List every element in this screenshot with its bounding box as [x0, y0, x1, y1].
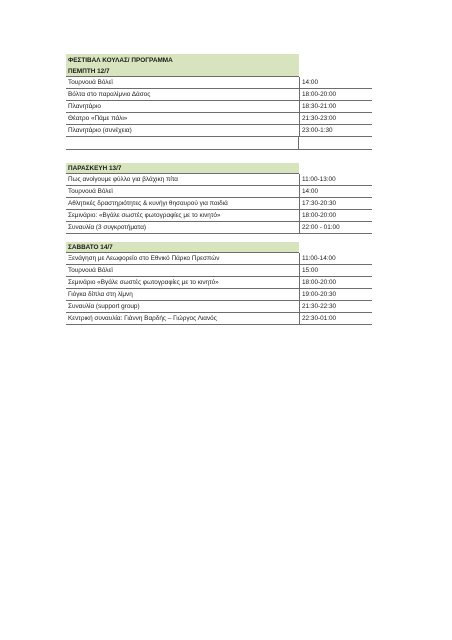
- event-name: Ξενάγηση με Λεωφορείο στο Εθνικό Πάρκο Πρεσπών: [68, 255, 220, 262]
- schedule-row: [66, 198, 372, 210]
- event-name: Πως ανοίγουμε φύλλο για βλάχικη πίτα: [68, 176, 178, 183]
- schedule-row: [66, 77, 372, 89]
- section-gap: [66, 150, 372, 163]
- event-time: 11:00-14:00: [299, 253, 372, 264]
- event-name: Θέατρο «Πάμε πάλι»: [68, 115, 128, 122]
- schedule-row: [66, 301, 372, 313]
- event-time: 18:00-20:00: [299, 277, 372, 288]
- schedule-row: [66, 289, 372, 301]
- schedule-row: [66, 265, 372, 277]
- event-time: 21:30-23:00: [299, 113, 372, 124]
- event-name: Αθλητικές δραστηριότητες & κυνήγι θησαυρού για παιδιά: [68, 200, 228, 207]
- event-time: 18:00-20:00: [299, 89, 372, 100]
- event-time: 14:00: [299, 186, 372, 197]
- event-name: Κεντρική συναυλία: Γιάννη Βαρδής – Γιώργος Λιανός: [68, 315, 217, 322]
- schedule-row: [66, 222, 372, 234]
- event-time: 22:30-01:00: [299, 313, 372, 324]
- event-name: Πλανητάριο (συνέχεια): [68, 127, 132, 134]
- day-header-friday: ΠΑΡΑΣΚΕΥΗ 13/7: [66, 163, 299, 174]
- blank-row: [66, 137, 372, 150]
- event-name: Πλανητάριο: [68, 103, 101, 110]
- event-time: 23:00-1:30: [299, 125, 372, 136]
- event-time: 22:00 - 01:00: [299, 222, 372, 233]
- event-name: Βόλτα στο παραλίμνιο Δάσος: [68, 91, 151, 98]
- event-time: 11:00-13:00: [299, 174, 372, 185]
- schedule-title: ΦΕΣΤΙΒΑΛ ΚΟΥΛΑΣ/ ΠΡΟΓΡΑΜΜΑ: [66, 54, 299, 66]
- event-name: Σεμινάριο: «Βγάλε σωστές φωτογραφίες με το κινητό»: [68, 212, 221, 219]
- event-name: Συναυλία (3 συγκροτήματα): [68, 224, 147, 231]
- event-name: Τουρνουά Βόλεϊ: [68, 188, 113, 195]
- schedule-row: [66, 253, 372, 265]
- event-time: 15:00: [299, 265, 372, 276]
- event-name: Τουρνουά Βόλεϊ: [68, 79, 113, 86]
- day-header-saturday: ΣΑΒΒΑΤΟ 14/7: [66, 242, 299, 253]
- section-gap: [66, 234, 372, 242]
- event-name: Τουρνουά Βόλεϊ: [68, 267, 113, 274]
- schedule-row: [66, 210, 372, 222]
- schedule-row: [66, 101, 372, 113]
- schedule-row: [66, 277, 372, 289]
- event-name: Σεμινάριο «Βγάλε σωστές φωτογραφίες με το κινητό»: [68, 279, 219, 286]
- event-name: Συναυλία (support group): [68, 303, 140, 310]
- schedule-row: [66, 113, 372, 125]
- event-time: 21:30-22:30: [299, 301, 372, 312]
- schedule-row: [66, 89, 372, 101]
- schedule-row: [66, 174, 372, 186]
- schedule-row: [66, 125, 372, 137]
- event-time: 18:00-20:00: [299, 210, 372, 221]
- day-header-thursday: ΠΕΜΠΤΗ 12/7: [66, 66, 299, 77]
- event-name: Γιόγκα δίπλα στη λίμνη: [68, 291, 133, 298]
- schedule-row: [66, 186, 372, 198]
- event-time: 17:30-20:30: [299, 198, 372, 209]
- event-time: 14:00: [299, 77, 372, 88]
- schedule-row: [66, 313, 372, 325]
- event-time: 18:30-21:00: [299, 101, 372, 112]
- event-time: 19:00-20:30: [299, 289, 372, 300]
- schedule-sheet: [66, 54, 372, 325]
